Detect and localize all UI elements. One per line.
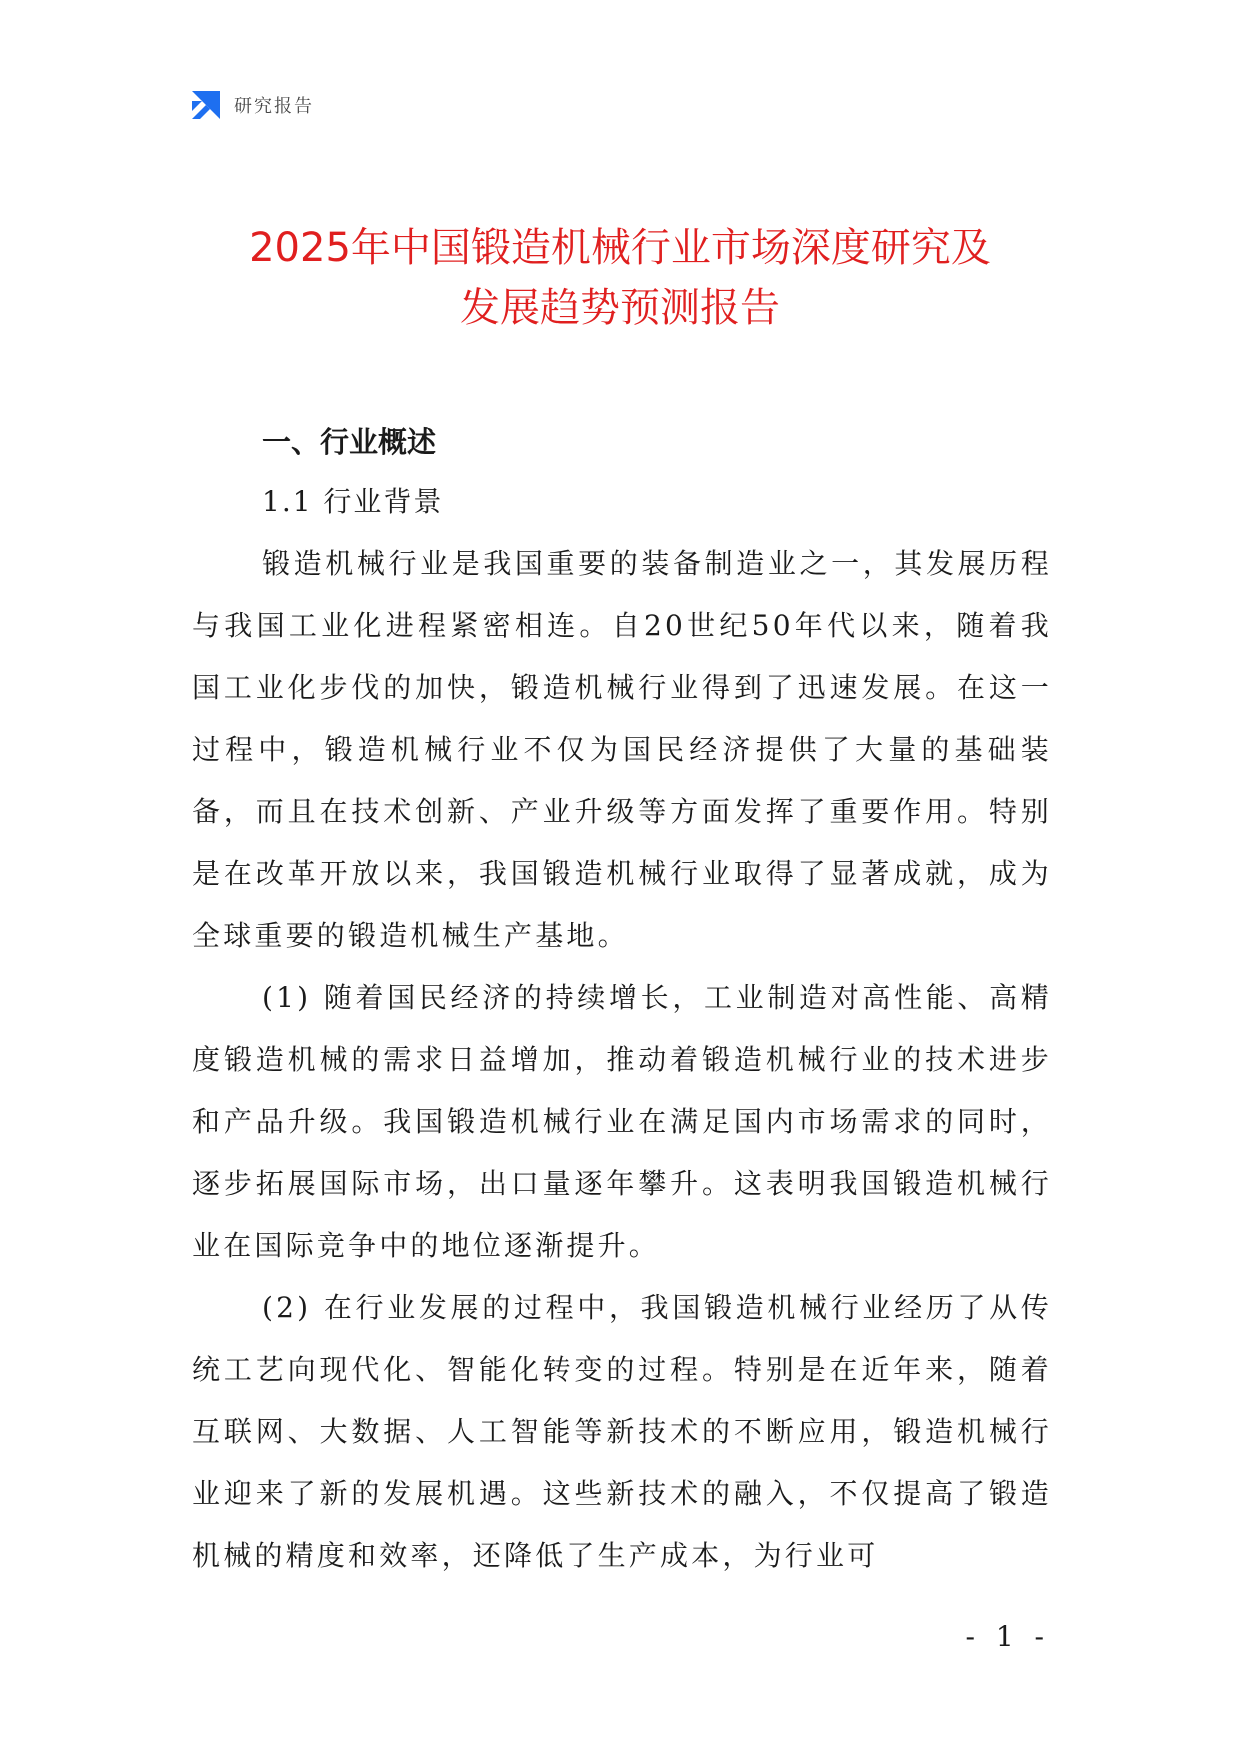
report-title — [150, 218, 1090, 338]
body-paragraph-1: 锻造机械行业是我国重要的装备制造业之一，其发展历程与我国工业化进程紧密相连。自20世纪50年代以来，随着我国工业化步伐的加快，锻造机械行业得到了迅速发展。在这一过程中，锻造机械行业不仅为国民经济提供了大量的基础装备，而且在技术创新、产业升级等方面发挥了重要作用。特别是在改革开放以来，我国锻造机械行业取得了显著成就，成为全球重要的锻造机械生产基地。 — [192, 547, 1052, 952]
section-heading: 一、行业概述 — [262, 425, 437, 459]
subsection-heading: 1.1 行业背景 — [262, 485, 444, 518]
report-logo-icon — [190, 89, 222, 121]
page-number: - 1 - — [965, 1620, 1050, 1653]
report-body — [192, 417, 1052, 1587]
body-paragraph-3: (2) 在行业发展的过程中，我国锻造机械行业经历了从传统工艺向现代化、智能化转变的过程。特别是在近年来，随着互联网、大数据、人工智能等新技术的不断应用，锻造机械行业迎来了新的发展机遇。这些新技术的融入，不仅提高了锻造机械的精度和效率，还降低了生产成本，为行业可 — [192, 1291, 1052, 1572]
document-header — [190, 88, 314, 122]
header-label: 研究报告 — [234, 96, 314, 117]
body-paragraph-2: (1) 随着国民经济的持续增长，工业制造对高性能、高精度锻造机械的需求日益增加，推动着锻造机械行业的技术进步和产品升级。我国锻造机械行业在满足国内市场需求的同时，逐步拓展国际市场，出口量逐年攀升。这表明我国锻造机械行业在国际竞争中的地位逐渐提升。 — [192, 981, 1052, 1262]
title-line-1: 2025年中国锻造机械行业市场深度研究及 — [249, 225, 991, 271]
title-line-2: 发展趋势预测报告 — [460, 285, 780, 331]
